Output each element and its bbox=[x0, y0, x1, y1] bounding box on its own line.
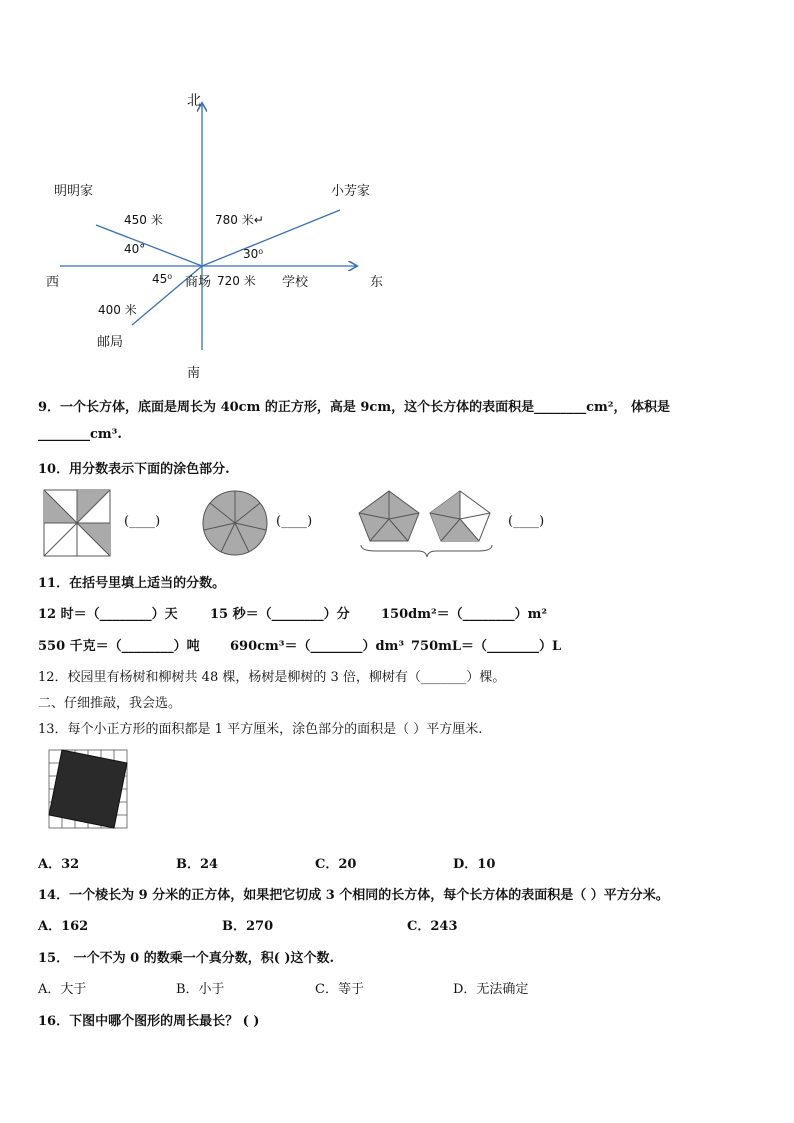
shaded-circle-figure bbox=[201, 489, 269, 557]
q15-option-a[interactable]: A．大于 bbox=[38, 982, 87, 997]
label-angle-45: 45⁰ bbox=[152, 272, 173, 286]
q11-item-f: 750mL＝（________）L bbox=[411, 639, 562, 654]
q15-option-b[interactable]: B．小于 bbox=[176, 982, 225, 997]
q13-option-c[interactable]: C．20 bbox=[315, 857, 357, 872]
question-13-title: 13．每个小正方形的面积都是 1 平方厘米，涂色部分的面积是（ ）平方厘米. bbox=[38, 722, 483, 737]
label-angle-30: 30⁰ bbox=[243, 247, 264, 261]
q14-option-a[interactable]: A．162 bbox=[38, 919, 89, 934]
label-south: 南 bbox=[187, 366, 201, 381]
q11-item-b: 15 秒＝（________）分 bbox=[210, 607, 350, 622]
label-school: 学校 bbox=[282, 275, 309, 290]
label-angle-40: 40° bbox=[124, 242, 146, 256]
question-11-title: 11．在括号里填上适当的分数。 bbox=[38, 576, 226, 591]
label-mall: 商场 bbox=[185, 275, 212, 290]
label-post: 邮局 bbox=[97, 335, 124, 350]
q15-option-c[interactable]: C．等于 bbox=[315, 982, 364, 997]
question-14-title: 14．一个棱长为 9 分米的正方体，如果把它切成 3 个相同的长方体，每个长方体的表面积是（ ）平方分米。 bbox=[38, 888, 669, 903]
label-400m: 400 米 bbox=[98, 303, 137, 317]
q11-item-c: 150dm²＝（________）m² bbox=[381, 607, 548, 622]
label-east: 东 bbox=[370, 275, 384, 290]
question-16: 16．下图中哪个图形的周长最长？ ( ) bbox=[38, 1014, 260, 1029]
label-720m: 720 米 bbox=[217, 274, 256, 288]
q13-option-a[interactable]: A．32 bbox=[38, 857, 80, 872]
label-xiaofang: 小芳家 bbox=[331, 184, 371, 199]
q14-option-c[interactable]: C．243 bbox=[407, 919, 458, 934]
q11-item-e: 690cm³＝（________）dm³ bbox=[230, 639, 405, 654]
question-10-title: 10．用分数表示下面的涂色部分. bbox=[38, 462, 230, 477]
label-west: 西 bbox=[46, 275, 60, 290]
label-780m: 780 米↵ bbox=[215, 213, 264, 227]
shaded-square-figure bbox=[43, 489, 113, 559]
q11-item-a: 12 时＝（________）天 bbox=[38, 607, 178, 622]
blank-circle[interactable]: (____) bbox=[276, 514, 313, 529]
q15-option-d[interactable]: D．无法确定 bbox=[453, 982, 529, 997]
section-2-heading: 二、仔细推敲，我会选。 bbox=[38, 696, 182, 711]
label-mingming: 明明家 bbox=[54, 184, 94, 199]
question-15-title: 15． 一个不为 0 的数乘一个真分数，积( )这个数. bbox=[38, 951, 335, 966]
line-to-mingming bbox=[96, 225, 202, 266]
q13-option-d[interactable]: D．10 bbox=[453, 857, 496, 872]
blank-square[interactable]: (____) bbox=[124, 514, 161, 529]
q11-item-d: 550 千克＝（________）吨 bbox=[38, 639, 200, 654]
label-450m: 450 米 bbox=[124, 213, 163, 227]
direction-diagram bbox=[0, 0, 794, 380]
question-9-line2: ________cm³. bbox=[38, 427, 122, 442]
blank-pentagons[interactable]: (____) bbox=[508, 514, 545, 529]
question-9-line1: 9．一个长方体，底面是周长为 40cm 的正方形，高是 9cm，这个长方体的表面积是________cm²， 体积是 bbox=[38, 400, 670, 415]
question-12: 12．校园里有杨树和柳树共 48 棵，杨树是柳树的 3 倍，柳树有（_______）棵。 bbox=[38, 670, 506, 685]
q13-option-b[interactable]: B．24 bbox=[176, 857, 219, 872]
shaded-pentagons-figure bbox=[356, 489, 496, 559]
grid-shaded-square-figure bbox=[48, 749, 130, 831]
q14-option-b[interactable]: B．270 bbox=[222, 919, 274, 934]
label-north: 北 bbox=[187, 93, 201, 109]
